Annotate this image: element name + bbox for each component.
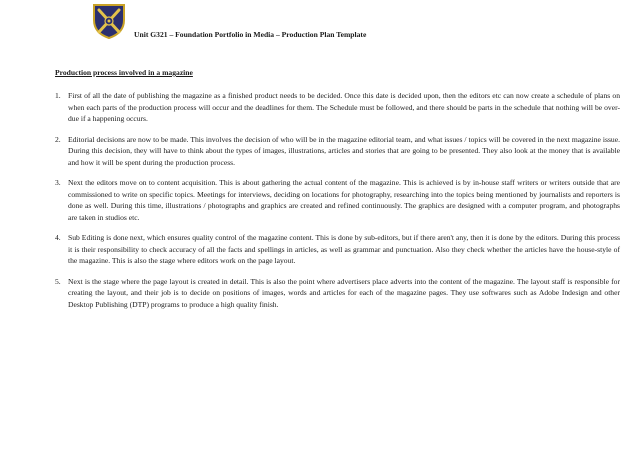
step-number: 2.	[55, 134, 61, 144]
production-step-5	[55, 276, 620, 311]
production-step-4	[55, 232, 620, 267]
step-text: First of all the date of publishing the magazine as a finished product needs to be decided. Once this date is decided upon, then the editors etc can now create a schedule of plans on when each parts of the production process will occur and the deadlines for them. The Schedule must be followed, and there should be parts in the schedule that nothing will be over-due if a happening occurs.	[68, 91, 620, 123]
step-number: 1.	[55, 91, 61, 100]
step-number: 3.	[55, 178, 61, 187]
page-header-title: Unit G321 – Foundation Portfolio in Media – Production Plan Template	[134, 30, 367, 39]
production-steps-list	[55, 90, 620, 319]
step-text: Editorial decisions are now to be made. This involves the decision of who will be in the magazine editorial team, and what issues / topics will be covered in the next magazine issue. During this decision, they will have to think about the types of images, illustrations, articles and stories that are going to be presented. They also look at the money that is available and how it will be spent during the production process.	[68, 134, 620, 167]
production-step-1	[55, 90, 620, 125]
step-number: 5.	[55, 276, 61, 286]
section-heading: Production process involved in a magazine	[55, 68, 193, 77]
school-crest-logo	[91, 2, 127, 40]
step-text: Next is the stage where the page layout is created in detail. This is also the point where advertisers place adverts into the content of the magazine. The layout staff is responsible for creating the layout, and their job is to decide on positions of images, words and articles for each of the magazine pages. They use softwares such as Adobe Indesign and other Desktop Publishing (DTP) programs to produce a high quality finish.	[68, 276, 620, 309]
step-number: 4.	[55, 233, 61, 242]
step-text: Sub Editing is done next, which ensures quality control of the magazine content. This is done by sub-editors, but if there aren't any, then it is done by the editors. During this process it is their responsibility to check accuracy of all the facts and spellings in articles, as well as grammar and punctuation. Also they check whether the articles have the house-style of the magazine. This is also the stage where editors work on the page layout.	[68, 233, 620, 265]
production-step-3	[55, 177, 620, 223]
production-step-2	[55, 134, 620, 169]
step-text: Next the editors move on to content acquisition. This is about gathering the actual content of the magazine. This is achieved is by in-house staff writers or writers outside that are commissioned to write on specific topics. Meetings for interviews, deciding on locations for photography, researching into the topics being mentioned by journalists and reporters is done as well. During this time, illustrations / photographs and graphics are created and refined continuously. The graphics are designed with a computer program, and photographs are taken in studios etc.	[68, 178, 620, 222]
